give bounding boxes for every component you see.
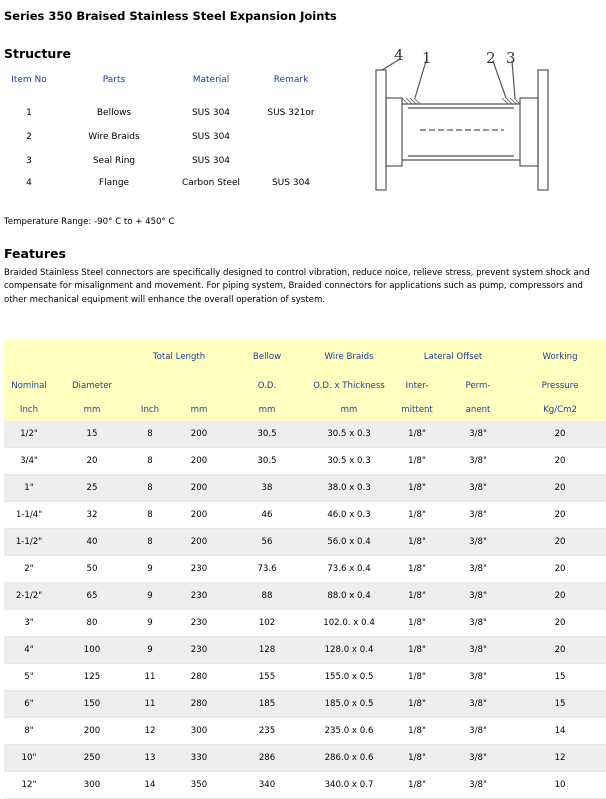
table-row: [4, 718, 606, 745]
diagram-label: 2: [486, 49, 496, 67]
wire-od-thickness: 286.0 x 0.6: [306, 745, 392, 772]
part: Wire Braids: [88, 132, 140, 142]
hdr-diameter: Diameter: [54, 373, 130, 399]
right-flange: [538, 70, 548, 190]
remark: [252, 149, 330, 173]
table-row: [4, 421, 606, 448]
hdr-mm: mm: [228, 399, 306, 421]
lateral-permanent: 3/8": [442, 745, 514, 772]
nominal-inch: 1-1/2": [4, 529, 54, 556]
wire-od-thickness: 46.0 x 0.3: [306, 502, 392, 529]
table-row: [4, 448, 606, 475]
lateral-permanent: 3/8": [442, 583, 514, 610]
table-row: [4, 664, 606, 691]
lateral-intermittent: 1/8": [392, 745, 442, 772]
table-row: [4, 475, 606, 502]
lateral-intermittent: 1/8": [392, 421, 442, 448]
nominal-inch: 3": [4, 610, 54, 637]
hdr-mm: mm: [54, 399, 130, 421]
diameter-mm: 65: [54, 583, 130, 610]
length-inch: 9: [130, 610, 170, 637]
length-mm: 300: [170, 718, 228, 745]
wire-od-thickness: 340.0 x 0.7: [306, 772, 392, 799]
bellow-od: 128: [228, 637, 306, 664]
temperature-range: Temperature Range: -90° C to + 450° C: [4, 217, 175, 227]
material: SUS 304: [191, 108, 231, 118]
features-heading: Features: [4, 246, 66, 261]
table-row: [4, 502, 606, 529]
bellow-od: 185: [228, 691, 306, 718]
nominal-inch: 1/2": [4, 421, 54, 448]
page-title: Series 350 Braised Stainless Steel Expansion Joints: [4, 9, 337, 23]
hdr-working: Working: [514, 340, 606, 373]
spec-header-row: [4, 373, 606, 399]
item-no: 4: [26, 178, 32, 188]
wire-od-thickness: 30.5 x 0.3: [306, 421, 392, 448]
working-pressure: 20: [514, 475, 606, 502]
remark: [252, 125, 330, 149]
table-row: [4, 610, 606, 637]
lateral-intermittent: 1/8": [392, 556, 442, 583]
length-inch: 8: [130, 421, 170, 448]
structure-row: [0, 101, 330, 125]
length-mm: 280: [170, 664, 228, 691]
hdr-permanent: Perm-: [442, 373, 514, 399]
lateral-intermittent: 1/8": [392, 637, 442, 664]
diameter-mm: 40: [54, 529, 130, 556]
working-pressure: 14: [514, 718, 606, 745]
length-mm: 200: [170, 421, 228, 448]
table-row: [4, 772, 606, 799]
length-inch: 9: [130, 637, 170, 664]
table-row: [4, 529, 606, 556]
working-pressure: 20: [514, 637, 606, 664]
table-row: [4, 745, 606, 772]
wire-od-thickness: 128.0 x 0.4: [306, 637, 392, 664]
hdr-inch: Inch: [4, 399, 54, 421]
item-no: 1: [26, 108, 32, 118]
wire-od-thickness: 88.0 x 0.4: [306, 583, 392, 610]
material: Carbon Steel: [181, 178, 241, 188]
wire-od-thickness: 185.0 x 0.5: [306, 691, 392, 718]
structure-table: [0, 71, 330, 193]
diameter-mm: 20: [54, 448, 130, 475]
spec-header-row: [4, 340, 606, 373]
table-row: [4, 691, 606, 718]
hdr-bellow-od: O.D.: [228, 373, 306, 399]
wire-od-thickness: 235.0 x 0.6: [306, 718, 392, 745]
length-inch: 8: [130, 448, 170, 475]
length-mm: 200: [170, 502, 228, 529]
table-row: [4, 556, 606, 583]
nominal-inch: 4": [4, 637, 54, 664]
hdr-mm: mm: [306, 399, 392, 421]
working-pressure: 20: [514, 502, 606, 529]
bellow-od: 38: [228, 475, 306, 502]
diameter-mm: 50: [54, 556, 130, 583]
length-inch: 8: [130, 502, 170, 529]
table-row: [4, 637, 606, 664]
lateral-intermittent: 1/8": [392, 502, 442, 529]
diameter-mm: 32: [54, 502, 130, 529]
length-inch: 9: [130, 583, 170, 610]
working-pressure: 12: [514, 745, 606, 772]
hdr-pressure: Pressure: [514, 373, 606, 399]
diameter-mm: 250: [54, 745, 130, 772]
nominal-inch: 2-1/2": [4, 583, 54, 610]
structure-row: [0, 125, 330, 149]
working-pressure: 20: [514, 556, 606, 583]
bellow-od: 46: [228, 502, 306, 529]
length-mm: 350: [170, 772, 228, 799]
working-pressure: 20: [514, 421, 606, 448]
hdr-kgcm2: Kg/Cm2: [514, 399, 606, 421]
table-row: [4, 583, 606, 610]
left-flange: [376, 70, 386, 190]
lateral-intermittent: 1/8": [392, 610, 442, 637]
working-pressure: 15: [514, 691, 606, 718]
wire-od-thickness: 30.5 x 0.3: [306, 448, 392, 475]
working-pressure: 20: [514, 583, 606, 610]
remark: SUS 321or: [267, 108, 315, 118]
length-inch: 9: [130, 556, 170, 583]
col-material: Material: [192, 75, 230, 85]
hdr-lateral-offset: Lateral Offset: [392, 340, 514, 373]
working-pressure: 20: [514, 529, 606, 556]
diameter-mm: 80: [54, 610, 130, 637]
working-pressure: 20: [514, 448, 606, 475]
diagram-label: 1: [422, 49, 432, 67]
length-inch: 14: [130, 772, 170, 799]
diameter-mm: 15: [54, 421, 130, 448]
lateral-permanent: 3/8": [442, 475, 514, 502]
bellow-od: 286: [228, 745, 306, 772]
nominal-inch: 3/4": [4, 448, 54, 475]
length-inch: 11: [130, 664, 170, 691]
bellow-od: 30.5: [228, 448, 306, 475]
wire-od-thickness: 73.6 x 0.4: [306, 556, 392, 583]
bellow-od: 73.6: [228, 556, 306, 583]
length-inch: 13: [130, 745, 170, 772]
lateral-intermittent: 1/8": [392, 772, 442, 799]
col-parts: Parts: [102, 75, 126, 85]
diameter-mm: 125: [54, 664, 130, 691]
structure-header-row: [0, 71, 330, 89]
length-mm: 230: [170, 610, 228, 637]
working-pressure: 15: [514, 664, 606, 691]
hdr-mittent: mittent: [392, 399, 442, 421]
wire-od-thickness: 155.0 x 0.5: [306, 664, 392, 691]
lateral-intermittent: 1/8": [392, 583, 442, 610]
length-mm: 200: [170, 448, 228, 475]
lateral-permanent: 3/8": [442, 664, 514, 691]
lateral-permanent: 3/8": [442, 718, 514, 745]
material: SUS 304: [191, 132, 231, 142]
lateral-intermittent: 1/8": [392, 475, 442, 502]
diameter-mm: 25: [54, 475, 130, 502]
hdr-bellow: Bellow: [228, 340, 306, 373]
length-mm: 230: [170, 556, 228, 583]
hdr-intermittent: Inter-: [392, 373, 442, 399]
structure-heading: Structure: [4, 46, 71, 61]
structure-row: [0, 173, 330, 193]
length-inch: 12: [130, 718, 170, 745]
diagram-label: 3: [506, 49, 516, 67]
expansion-joint-diagram: [360, 44, 560, 194]
part: Bellows: [96, 108, 132, 118]
diameter-mm: 100: [54, 637, 130, 664]
hdr-mm: mm: [170, 399, 228, 421]
item-no: 3: [26, 156, 32, 166]
length-mm: 330: [170, 745, 228, 772]
lateral-permanent: 3/8": [442, 637, 514, 664]
wire-od-thickness: 56.0 x 0.4: [306, 529, 392, 556]
length-mm: 230: [170, 637, 228, 664]
length-mm: 280: [170, 691, 228, 718]
length-mm: 200: [170, 529, 228, 556]
wire-od-thickness: 102.0. x 0.4: [306, 610, 392, 637]
diameter-mm: 200: [54, 718, 130, 745]
col-item-no: Item No: [11, 75, 47, 85]
nominal-inch: 6": [4, 691, 54, 718]
hdr-nominal: Nominal: [4, 373, 54, 399]
nominal-inch: 8": [4, 718, 54, 745]
part: Seal Ring: [92, 156, 136, 166]
hdr-anent: anent: [442, 399, 514, 421]
structure-row: [0, 149, 330, 173]
spec-table: [4, 340, 606, 799]
left-hub: [386, 98, 402, 166]
bellow-od: 340: [228, 772, 306, 799]
right-hub: [520, 98, 538, 166]
diagram-label: 4: [394, 46, 404, 64]
lateral-permanent: 3/8": [442, 772, 514, 799]
nominal-inch: 12": [4, 772, 54, 799]
lateral-intermittent: 1/8": [392, 718, 442, 745]
length-mm: 200: [170, 475, 228, 502]
working-pressure: 20: [514, 610, 606, 637]
bellow-od: 155: [228, 664, 306, 691]
lateral-intermittent: 1/8": [392, 529, 442, 556]
length-inch: 11: [130, 691, 170, 718]
lateral-permanent: 3/8": [442, 610, 514, 637]
diameter-mm: 150: [54, 691, 130, 718]
lateral-permanent: 3/8": [442, 529, 514, 556]
spec-table-body: [4, 421, 606, 799]
lateral-permanent: 3/8": [442, 448, 514, 475]
lateral-permanent: 3/8": [442, 502, 514, 529]
nominal-inch: 2": [4, 556, 54, 583]
lateral-intermittent: 1/8": [392, 664, 442, 691]
spec-header-row: [4, 399, 606, 421]
nominal-inch: 10": [4, 745, 54, 772]
length-mm: 230: [170, 583, 228, 610]
nominal-inch: 1": [4, 475, 54, 502]
working-pressure: 10: [514, 772, 606, 799]
lateral-intermittent: 1/8": [392, 448, 442, 475]
hdr-inch: Inch: [130, 399, 170, 421]
lateral-permanent: 3/8": [442, 556, 514, 583]
lateral-permanent: 3/8": [442, 691, 514, 718]
bellow-od: 56: [228, 529, 306, 556]
col-remark: Remark: [273, 75, 309, 85]
wire-od-thickness: 38.0 x 0.3: [306, 475, 392, 502]
bellow-od: 88: [228, 583, 306, 610]
lateral-permanent: 3/8": [442, 421, 514, 448]
length-inch: 8: [130, 475, 170, 502]
bellow-od: 102: [228, 610, 306, 637]
features-text: Braided Stainless Steel connectors are specifically designed to control vibration, reduce noice, relieve stress, prevent system shock and compensate for misalignment and movement. For piping system, Braided connectors for applications such as pump, compressors and other mechanical equipment will enhance the overall operation of system.: [4, 268, 590, 305]
hdr-wire-od: O.D. x Thickness: [306, 373, 392, 399]
wire-braid-hatch: [402, 98, 520, 104]
nominal-inch: 1-1/4": [4, 502, 54, 529]
bellow-od: 30.5: [228, 421, 306, 448]
hdr-wire-braids: Wire Braids: [306, 340, 392, 373]
lateral-intermittent: 1/8": [392, 691, 442, 718]
material: SUS 304: [191, 156, 231, 166]
remark: SUS 304: [271, 178, 311, 188]
diameter-mm: 300: [54, 772, 130, 799]
nominal-inch: 5": [4, 664, 54, 691]
item-no: 2: [26, 132, 32, 142]
part: Flange: [98, 178, 130, 188]
length-inch: 8: [130, 529, 170, 556]
bellow-od: 235: [228, 718, 306, 745]
hdr-total-length: Total Length: [130, 340, 228, 373]
